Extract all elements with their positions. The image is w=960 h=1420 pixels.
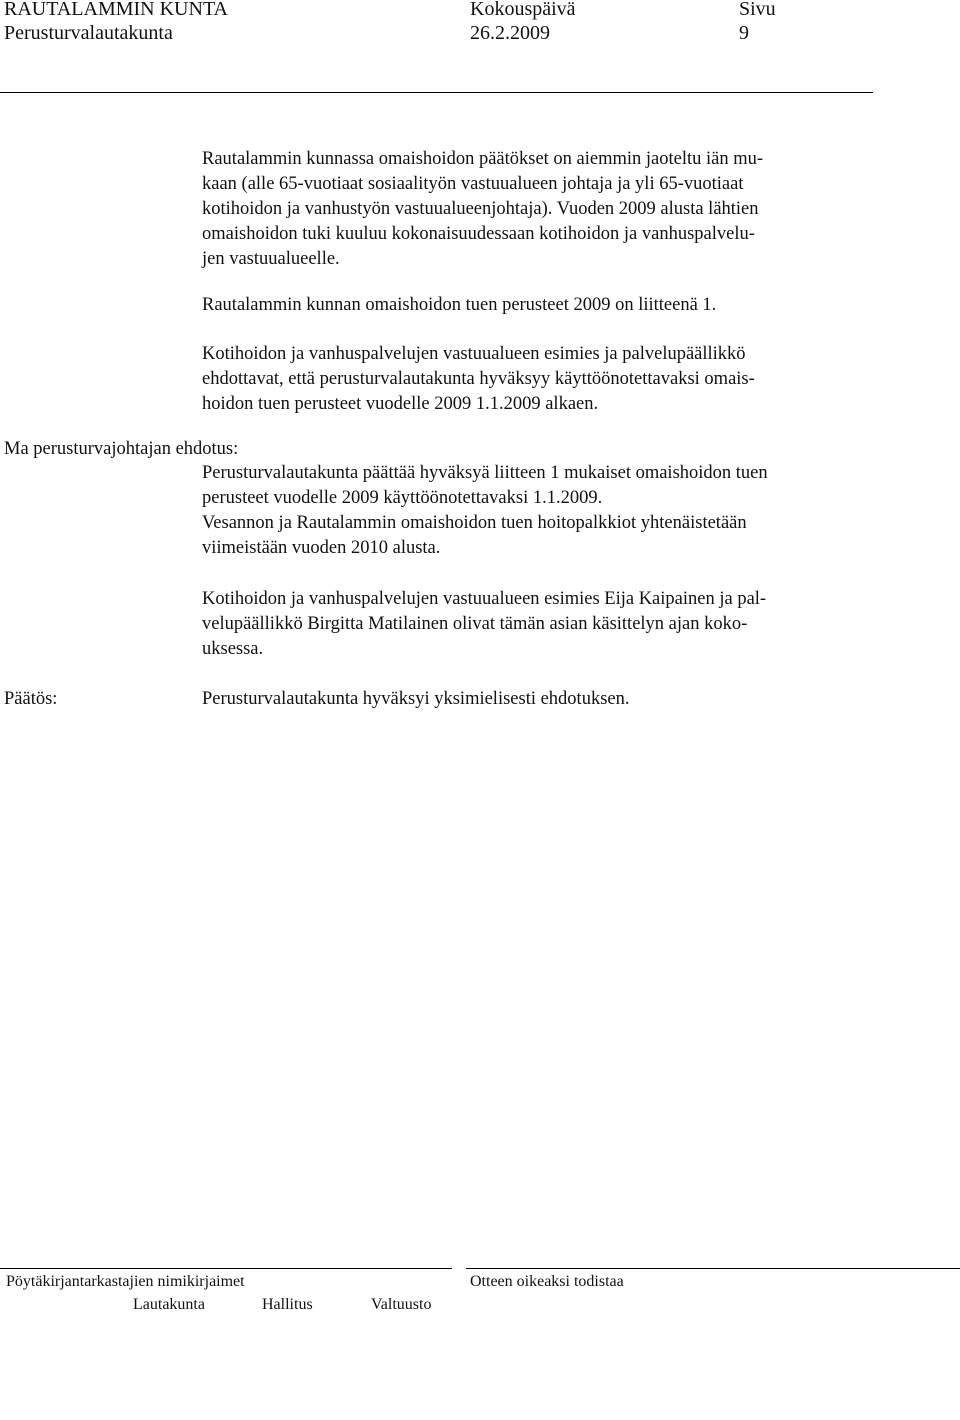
department-name: Perusturvalautakunta: [4, 22, 173, 44]
body-valtuusto: Valtuusto: [371, 1296, 432, 1313]
text-line: jen vastuualueelle.: [202, 249, 340, 269]
text-line: kaan (alle 65-vuotiaat sosiaalityön vastuualueen johtaja ja yli 65-vuotiaat: [202, 174, 744, 194]
decision-label: Päätös:: [4, 689, 58, 709]
background-paragraph: [202, 147, 872, 272]
text-line: kotihoidon ja vanhustyön vastuualueenjohtaja). Vuoden 2009 alusta lähtien: [202, 199, 759, 219]
text-line: omaishoidon tuki kuuluu kokonaisuudessaan kotihoidon ja vanhuspalvelu-: [202, 224, 755, 244]
footer-divider-right: [466, 1268, 960, 1269]
text-line: velupäällikkö Birgitta Matilainen olivat tämän asian käsittelyn ajan koko-: [202, 614, 748, 634]
attachment-paragraph: [202, 293, 872, 318]
meeting-date: 26.2.2009: [470, 22, 550, 44]
text-line: viimeistään vuoden 2010 alusta.: [202, 538, 441, 558]
organization-name: RAUTALAMMIN KUNTA: [4, 0, 229, 20]
page-number: 9: [739, 22, 749, 44]
text-line: ehdottavat, että perusturvalautakunta hyväksyy käyttöönotettavaksi omais-: [202, 369, 755, 389]
text-line: Kotihoidon ja vanhuspalvelujen vastuualueen esimies Eija Kaipainen ja pal-: [202, 589, 767, 609]
attendance-paragraph: [202, 587, 872, 662]
page-label: Sivu: [739, 0, 776, 20]
text-line: hoidon tuen perusteet vuodelle 2009 1.1.2009 alkaen.: [202, 394, 599, 414]
text-line: uksessa.: [202, 639, 264, 659]
text-line: perusteet vuodelle 2009 käyttöönotettavaksi 1.1.2009.: [202, 488, 603, 508]
recommendation-paragraph: [202, 342, 872, 417]
text-line: Vesannon ja Rautalammin omaishoidon tuen hoitopalkkiot yhtenäistetään: [202, 513, 747, 533]
text-line: Rautalammin kunnassa omaishoidon päätökset on aiemmin jaoteltu iän mu-: [202, 149, 764, 169]
footer-divider-left: [0, 1268, 452, 1269]
header-divider: [0, 92, 873, 93]
proposal-paragraph: [202, 461, 872, 561]
text-line: Kotihoidon ja vanhuspalvelujen vastuualueen esimies ja palvelupäällikkö: [202, 344, 746, 364]
decision-text: Perusturvalautakunta hyväksyi yksimielisesti ehdotuksen.: [202, 689, 630, 709]
meeting-date-label: Kokouspäivä: [470, 0, 576, 20]
signatures-label: Pöytäkirjantarkastajien nimikirjaimet: [6, 1273, 245, 1290]
text-line: Rautalammin kunnan omaishoidon tuen perusteet 2009 on liitteenä 1.: [202, 295, 717, 315]
text-line: Perusturvalautakunta päättää hyväksyä liitteen 1 mukaiset omaishoidon tuen: [202, 463, 768, 483]
body-lautakunta: Lautakunta: [133, 1296, 205, 1313]
proposal-label: Ma perusturvajohtajan ehdotus:: [4, 439, 239, 459]
copy-certification-label: Otteen oikeaksi todistaa: [470, 1273, 624, 1290]
body-hallitus: Hallitus: [262, 1296, 313, 1313]
